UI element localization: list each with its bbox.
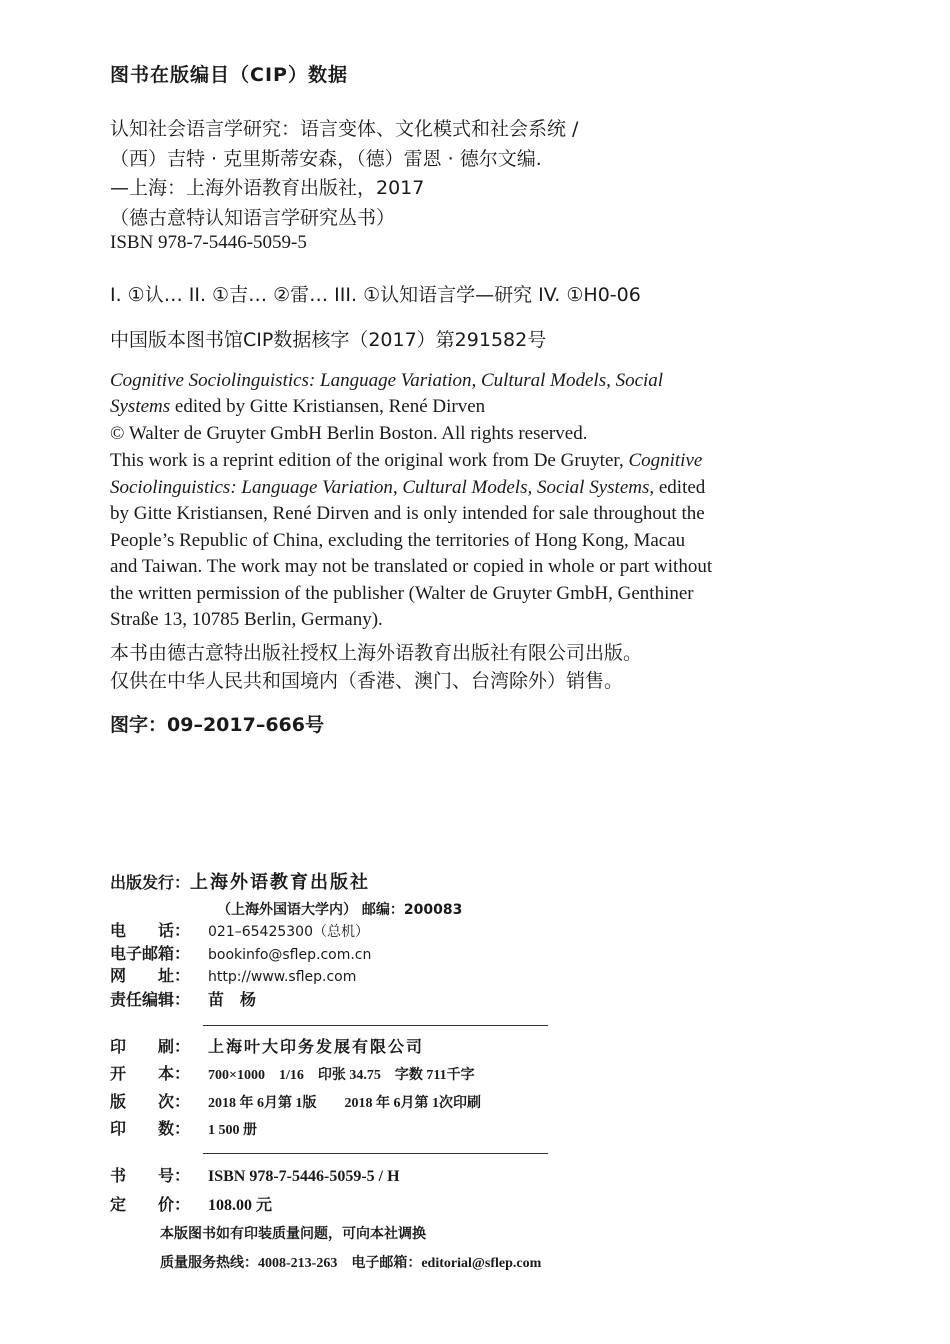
cip-verification: 中国版本图书馆CIP数据核字（2017）第291582号 <box>110 329 547 351</box>
reprint-line-7: Straße 13, 10785 Berlin, Germany). <box>110 609 383 630</box>
editor-row <box>110 987 256 1010</box>
english-title-line-2 <box>110 396 485 418</box>
publisher-label: 出版发行： <box>110 873 191 892</box>
cip-isbn: ISBN 978-7-5446-5059-5 <box>110 232 307 253</box>
cip-line-4: （德古意特认知语言学研究丛书） <box>110 207 396 229</box>
quality-hotline: 质量服务热线：4008-213-263 电子邮箱：editorial@sflep.com <box>160 1256 542 1271</box>
phone-row <box>110 918 369 941</box>
reprint-line-3: by Gitte Kristiansen, René Dirven and is only intended for sale throughout the <box>110 503 705 524</box>
cip-classification: I. ①认… II. ①吉… ②雷… III. ①认知语言学—研究 IV. ①H0-06 <box>110 284 641 306</box>
chinese-notice-line-1: 本书由德古意特出版社授权上海外语教育出版社有限公司出版。 <box>110 642 643 664</box>
english-copyright: © Walter de Gruyter GmbH Berlin Boston. All rights reserved. <box>110 423 588 444</box>
copies-value: 1 500 册 <box>208 1123 257 1138</box>
isbn-label: 书 号： <box>110 1166 191 1185</box>
edition-value: 2018 年 6月第 1版 2018 年 6月第 1次印刷 <box>208 1096 481 1111</box>
price-value: 108.00 元 <box>208 1197 273 1214</box>
email-value: bookinfo@sflep.com.cn <box>208 947 372 963</box>
phone-value: 021–65425300（总机） <box>208 924 369 940</box>
web-label: 网 址： <box>110 966 191 985</box>
registration-number: 图字：09–2017–666号 <box>110 714 324 736</box>
edition-label: 版 次： <box>110 1092 191 1111</box>
phone-label: 电 话： <box>110 921 191 940</box>
isbn-row <box>110 1163 400 1186</box>
divider-2 <box>203 1153 548 1154</box>
quality-note: 本版图书如有印装质量问题，可向本社调换 <box>160 1227 426 1242</box>
email-row <box>110 941 371 964</box>
divider-1 <box>203 1025 548 1026</box>
edition-row <box>110 1089 481 1112</box>
format-value: 700×1000 1/16 印张 34.75 字数 711千字 <box>208 1068 475 1083</box>
reprint-line-4: People’s Republic of China, excluding the territories of Hong Kong, Macau <box>110 530 686 551</box>
email-label: 电子邮箱： <box>110 944 191 963</box>
web-value: http://www.sflep.com <box>208 969 357 985</box>
reprint-line-2 <box>110 477 705 499</box>
cip-heading: 图书在版编目（CIP）数据 <box>110 64 348 86</box>
editor-label: 责任编辑： <box>110 990 191 1009</box>
english-editors: edited by Gitte Kristiansen, René Dirven <box>170 396 486 417</box>
reprint-line-1 <box>110 450 702 472</box>
publisher-address: （上海外国语大学内） 邮编：200083 <box>217 902 463 918</box>
printer-value: 上海叶大印务发展有限公司 <box>208 1037 425 1056</box>
price-row <box>110 1192 272 1215</box>
reprint-line-6: the written permission of the publisher (Walter de Gruyter GmbH, Genthiner <box>110 583 694 604</box>
chinese-notice-line-2: 仅供在中华人民共和国境内（香港、澳门、台湾除外）销售。 <box>110 670 624 692</box>
format-label: 开 本： <box>110 1064 191 1083</box>
cip-line-3: —上海：上海外语教育出版社，2017 <box>110 177 425 199</box>
editor-value: 苗 杨 <box>208 990 257 1009</box>
english-title-line-1: Cognitive Sociolinguistics: Language Variation, Cultural Models, Social <box>110 370 664 391</box>
web-row <box>110 963 356 986</box>
cip-line-2: （西）吉特 · 克里斯蒂安森，（德）雷恩 · 德尔文编. <box>110 148 542 170</box>
copies-row <box>110 1116 257 1139</box>
reprint-line-1-italic: Cognitive <box>628 450 703 471</box>
price-label: 定 价： <box>110 1195 191 1214</box>
publisher-row <box>110 868 370 894</box>
reprint-line-5: and Taiwan. The work may not be translated or copied in whole or part without <box>110 556 713 577</box>
reprint-line-1-text: This work is a reprint edition of the original work from De Gruyter, <box>110 450 629 471</box>
english-title-italic: Systems <box>110 396 171 417</box>
printer-label: 印 刷： <box>110 1037 191 1056</box>
reprint-line-2-text: , edited <box>649 477 706 498</box>
cip-line-1: 认知社会语言学研究：语言变体、文化模式和社会系统 / <box>110 118 579 140</box>
format-row <box>110 1061 475 1084</box>
reprint-line-2-italic: Sociolinguistics: Language Variation, Cultural Models, Social Systems <box>110 477 650 498</box>
copies-label: 印 数： <box>110 1119 191 1138</box>
isbn-value: ISBN 978-7-5446-5059-5 / H <box>208 1168 400 1185</box>
publisher-name: 上海外语教育出版社 <box>190 872 371 893</box>
printer-row <box>110 1034 424 1057</box>
